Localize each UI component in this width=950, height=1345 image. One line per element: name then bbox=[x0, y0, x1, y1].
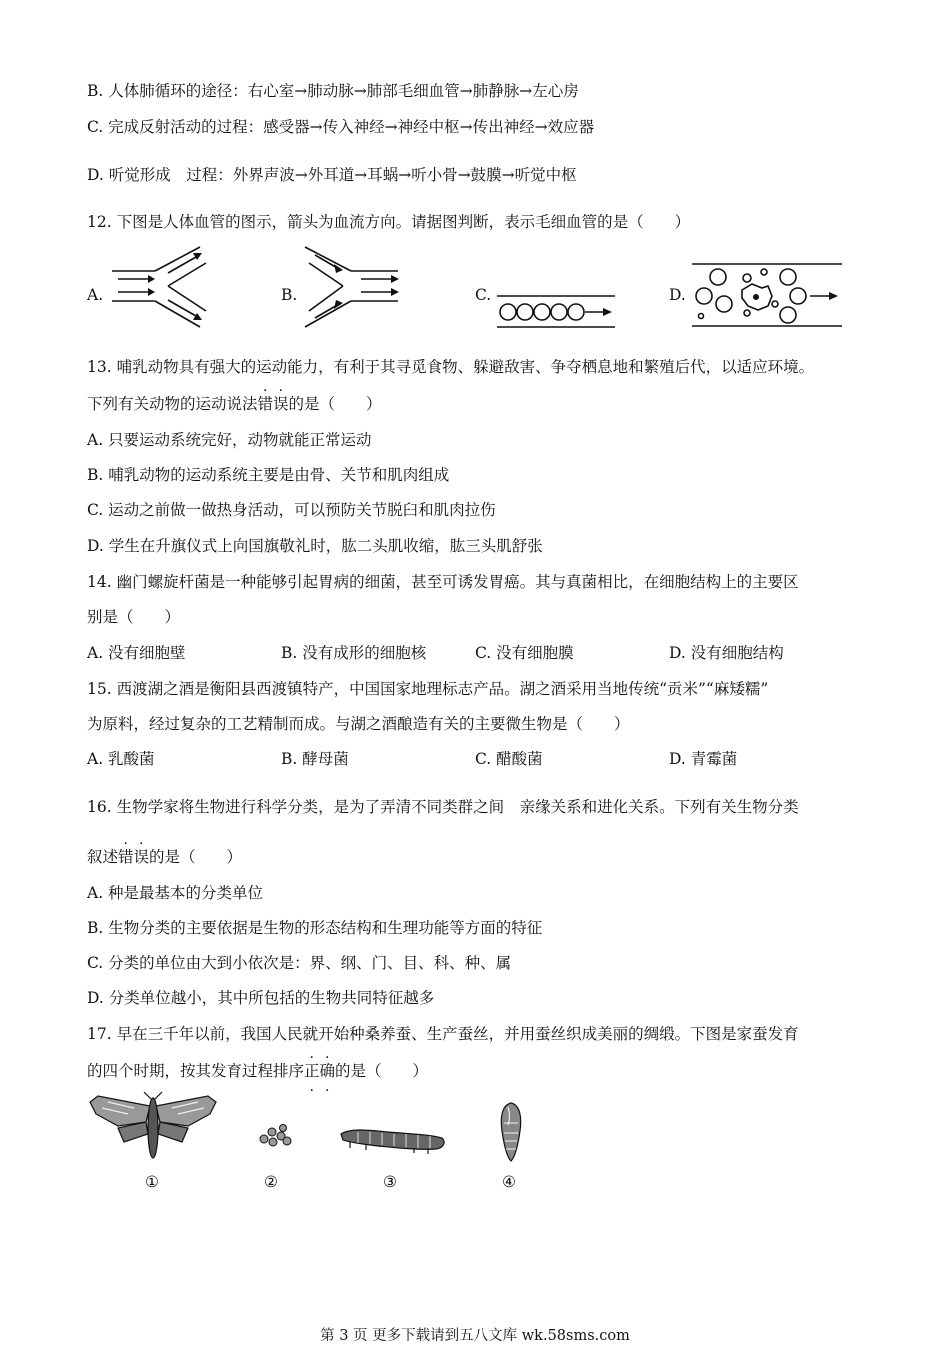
q11-option-b: B. 人体肺循环的途径：右心室→肺动脉→肺部毛细血管→肺静脉→左心房 bbox=[87, 82, 579, 100]
q15-option-a: A. 乳酸菌 bbox=[87, 750, 155, 768]
vessel-d-diagram bbox=[692, 260, 844, 330]
q15-stem-line1: 15. 西渡湖之酒是衡阳县西渡镇特产，中国国家地理标志产品。湖之酒采用当地传统“贡米”“麻矮糯” bbox=[87, 680, 769, 698]
silkworm-moth-image bbox=[88, 1092, 218, 1166]
emphasis-char: 误 bbox=[273, 395, 289, 413]
q17-stem-line2 bbox=[87, 1061, 428, 1081]
q11-option-c: C. 完成反射活动的过程：感受器→传入神经→神经中枢→传出神经→效应器 bbox=[87, 118, 595, 136]
q16-option-b: B. 生物分类的主要依据是生物的形态结构和生理功能等方面的特征 bbox=[87, 919, 543, 937]
q15-stem-line2: 为原料，经过复杂的工艺精制而成。与湖之酒酿造有关的主要微生物是（ ） bbox=[87, 715, 630, 733]
silkworm-pupa-image bbox=[498, 1101, 524, 1163]
q17-stem-line1: 17. 早在三千年以前，我国人民就开始种桑养蚕、生产蚕丝，并用蚕丝织成美丽的绸缎。下图是家蚕发育 bbox=[87, 1025, 799, 1043]
q16-option-a: A. 种是最基本的分类单位 bbox=[87, 884, 264, 902]
q12-label-a: A. bbox=[87, 286, 104, 304]
stage-label-1: ① bbox=[145, 1173, 159, 1191]
q11-option-d: D. 听觉形成 过程：外界声波→外耳道→耳蜗→听小骨→鼓膜→听觉中枢 bbox=[87, 166, 577, 184]
q12-stem: 12. 下图是人体血管的图示，箭头为血流方向。请据图判断，表示毛细血管的是（ ） bbox=[87, 213, 691, 231]
q14-stem-line1: 14. 幽门螺旋杆菌是一种能够引起胃病的细菌，甚至可诱发胃癌。其与真菌相比，在细胞结构上的主要区 bbox=[87, 573, 799, 591]
q12-label-d: D. bbox=[669, 286, 686, 304]
stage-label-4: ④ bbox=[502, 1173, 516, 1191]
q17-stem-post: 的是（ ） bbox=[335, 1062, 429, 1080]
q16-stem-post: 的是（ ） bbox=[149, 848, 243, 866]
q13-stem-line1: 13. 哺乳动物具有强大的运动能力，有利于其寻觅食物、躲避敌害、争夺栖息地和繁殖后代，以适应环境。 bbox=[87, 358, 815, 376]
q17-stem-pre: 的四个时期，按其发育过程排序 bbox=[87, 1062, 305, 1080]
stage-label-2: ② bbox=[264, 1173, 278, 1191]
q16-stem-line1: 16. 生物学家将生物进行科学分类，是为了弄清不同类群之间 亲缘关系和进化关系。下列有关生物分类 bbox=[87, 798, 799, 816]
q15-option-c: C. 醋酸菌 bbox=[475, 750, 543, 768]
q14-option-a: A. 没有细胞壁 bbox=[87, 644, 186, 662]
emphasis-char: 误 bbox=[133, 848, 150, 866]
q13-option-c: C. 运动之前做一做热身活动，可以预防关节脱臼和肌肉拉伤 bbox=[87, 501, 496, 519]
q16-option-c: C. 分类的单位由大到小依次是：界、纲、门、目、科、种、属 bbox=[87, 954, 512, 972]
q14-option-c: C. 没有细胞膜 bbox=[475, 644, 574, 662]
silkworm-larva-image bbox=[338, 1124, 448, 1156]
q15-option-b: B. 酵母菌 bbox=[281, 750, 349, 768]
q13-stem-post: 的是（ ） bbox=[288, 395, 382, 413]
silkworm-eggs-image bbox=[257, 1124, 293, 1148]
q14-option-b: B. 没有成形的细胞核 bbox=[281, 644, 427, 662]
q16-option-d: D. 分类单位越小，其中所包括的生物共同特征越多 bbox=[87, 989, 435, 1007]
emphasis-char: 错 bbox=[257, 395, 274, 413]
emphasis-char: 错 bbox=[118, 848, 134, 866]
q13-option-d: D. 学生在升旗仪式上向国旗敬礼时，肱二头肌收缩，肱三头肌舒张 bbox=[87, 537, 543, 555]
emphasis-char: 确 bbox=[319, 1062, 336, 1080]
vessel-c-diagram bbox=[497, 294, 617, 330]
vessel-b-diagram bbox=[303, 245, 403, 330]
q12-label-c: C. bbox=[475, 286, 492, 304]
q16-stem-line2 bbox=[87, 847, 242, 867]
q14-option-d: D. 没有细胞结构 bbox=[669, 644, 784, 662]
q13-stem-line2 bbox=[87, 394, 382, 414]
emphasis-char: 正 bbox=[304, 1062, 320, 1080]
q13-stem-pre: 下列有关动物的运动说法 bbox=[87, 395, 258, 413]
q16-stem-pre: 叙述 bbox=[87, 848, 119, 866]
q13-option-a: A. 只要运动系统完好，动物就能正常运动 bbox=[87, 431, 372, 449]
stage-label-3: ③ bbox=[383, 1173, 397, 1191]
q15-option-d: D. 青霉菌 bbox=[669, 750, 738, 768]
q14-stem-line2: 别是（ ） bbox=[87, 608, 181, 626]
page-footer: 第 3 页 更多下载请到五八文库 wk.58sms.com bbox=[320, 1328, 630, 1344]
vessel-a-diagram bbox=[110, 245, 220, 330]
q13-option-b: B. 哺乳动物的运动系统主要是由骨、关节和肌肉组成 bbox=[87, 466, 450, 484]
q12-label-b: B. bbox=[281, 286, 298, 304]
